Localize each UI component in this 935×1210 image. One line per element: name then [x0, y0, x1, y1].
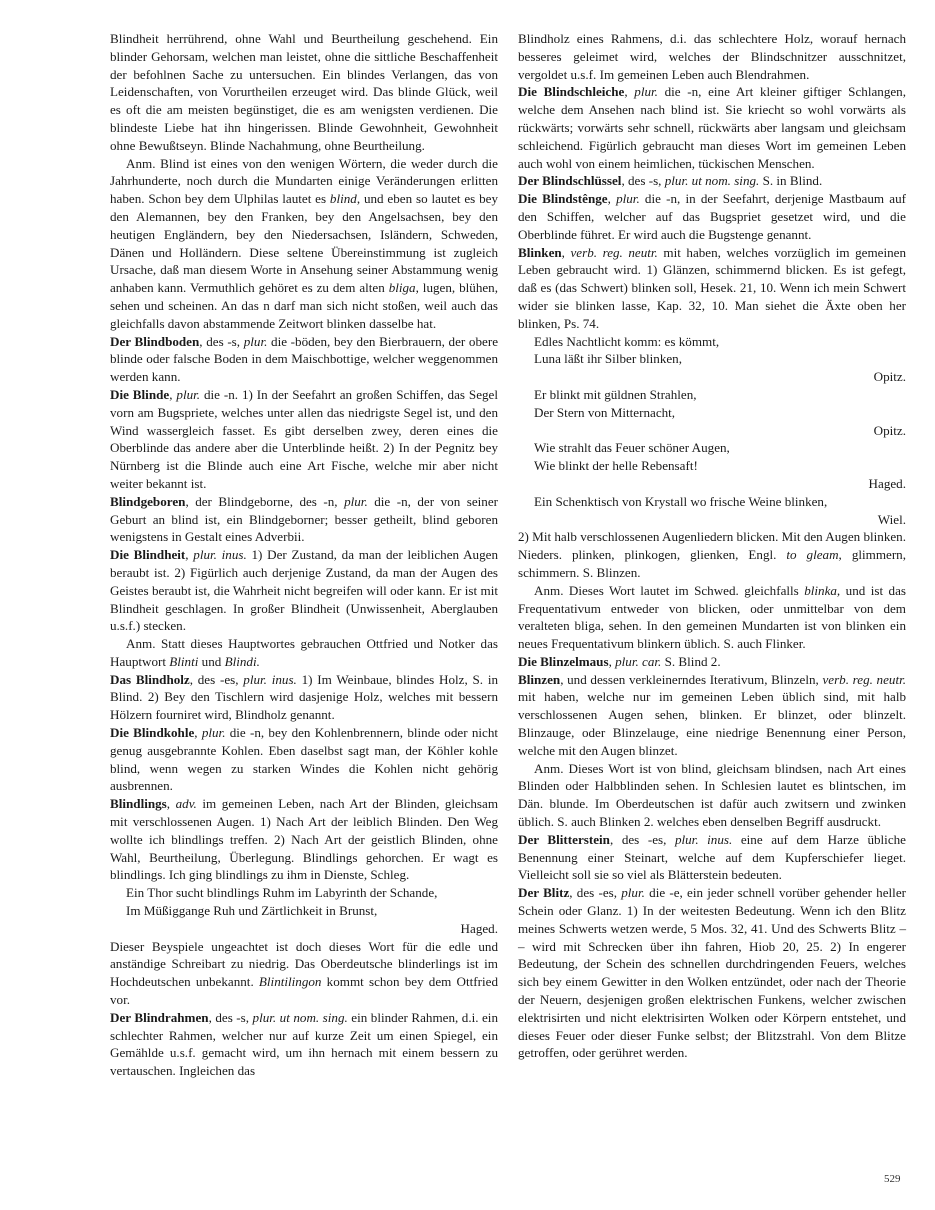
entry-blindheit: Die Blindheit, plur. inus. 1) Der Zustand, da man der leiblichen Augen beraubt ist. 2) Figürlich auch derjenige Zustand, da man der Augen des Geistes beraubt ist, die Wahrheit nicht begreifen will oder kann. Er ist mit Blindheit geschlagen. In großer Blindheit (Unwissenheit, Aberglauben u.s.f.) stecken. — [110, 547, 498, 634]
headword: Blinzen — [518, 671, 561, 687]
verse-source: Opitz. — [873, 422, 906, 438]
headword: Der Blitterstein — [518, 831, 610, 847]
verse-source: Wiel. — [877, 511, 906, 527]
headword: Blindgeboren — [110, 493, 186, 509]
verse-line: Im Müßiggange Ruh und Zärtlichkeit in Brunst, — [126, 903, 378, 919]
entry-blinken-continued: 2) Mit halb verschlossenen Augenliedern blicken. Mit den Augen blinken. Nieders. plinken, plinkogen, glienken, Engl. to gleam, glimmern, schimmern. S. Blinzen. — [518, 529, 907, 580]
entry-blinken: Blinken, verb. reg. neutr. mit haben, welches vorzüglich im gemeinen Leben gebraucht wird. 1) Glänzen, schimmernd blicken. Es ist gefegt, daß es (das Schwert) blinken soll, Hesek. 21, 10. Wenn ich mein Schwert wider sie blinken lasse, Kap. 32, 10. Man siehet die Äxte oben her blinken, Ps. 74. — [518, 244, 907, 331]
headword: Der Blindboden — [110, 333, 200, 349]
entry-blindlings: Blindlings, adv. im gemeinen Leben, nach Art der Blinden, gleichsam mit verschlossenen Augen. 1) Nach Art der leiblich Blinden. Den Weg wollte ich blindlings treffen. 2) Nach Art der geistlich Blinden, ohne Wahl, Beurtheilung, Überlegung. Blindlings gehorchen. Er wagt es blindlings. Ich ging blindlings zu ihm in Dienste, Schleg. — [110, 796, 499, 883]
entry-blindlings-continued: Dieser Beyspiele ungeachtet ist doch dieses Wort für die edle und anständige Schreibart zu niedrig. Das Oberdeutsche blinderlings ist im Hochdeutschen unbekannt. Blintilingon kommt schon bey dem Ottfried vor. — [110, 938, 498, 1008]
note-blind: Anm. Blind ist eines von den wenigen Wörtern, die weder durch die Jahrhunderte, noch durch die Mundarten einige Veränderungen erlitten haben. Schon bey dem Ulphilas lautet es blind, und eben so lautet es bey den Alemannen, bey den Franken, bey den Angelsachsen, bey den heutigen Engländern, bey den Niedersachsen, Isländern, Schweden, Dänen und Holländern. Diese seltene Übereinstimmung ist zugleich Ursache, daß man diesem Worte in Ansehung seiner Abstammung wenig anhaben kann. Vermuthlich gehöret es zu dem alten bliga, lugen, blühen, sehen und scheinen. An das n darf man sich nicht stoßen, weil auch das gleichfalls davon abstammende Zeitwort blinken dasselbe hat. — [110, 155, 499, 331]
verse-source: Haged. — [868, 475, 906, 491]
entry-blindschluessel: Der Blindschlüssel, des -s, plur. ut nom. sing. S. in Blind. — [518, 173, 823, 189]
headword: Das Blindholz — [110, 671, 190, 687]
verse-line: Edles Nachtlicht komm: es kömmt, — [534, 333, 720, 349]
entry-blindkohle: Die Blindkohle, plur. die -n, bey den Kohlenbrennern, blinde oder nicht genug ausgebrannte Kohlen. Eben daselbst sagt man, der Köhler kohle blind, wenn wegen zu starken Windes die Kohlen nicht gehörig ausbrennen. — [110, 725, 498, 794]
verse-line: Wie blinkt der helle Rebensaft! — [534, 458, 698, 474]
entry-blitterstein: Der Blitterstein, des -es, plur. inus. eine auf dem Harze übliche Benennung einer Steinart, welche auf dem Kupferschiefer lieget. Vielleicht soll sie so viel als Blätterstein bedeuten. — [518, 831, 906, 883]
page-number: 529 — [884, 1173, 901, 1185]
entry-blindstenge: Die Blindstênge, plur. die -n, in der Seefahrt, derjenige Mastbaum auf den Schiffen, welcher auf das Bugspriet gesetzet wird, und die Oberblinde führet. Er wird auch die Bugstenge genannt. — [518, 191, 907, 242]
entry-blindholz: Das Blindholz, des -es, plur. inus. 1) Im Weinbaue, blindes Holz, S. in Blind. 2) Bey den Tischlern wird dasjenige Holz, welches mit bessern Hölzern fourniret wird, Blindholz genannt. — [110, 671, 498, 723]
verse-line: Ein Thor sucht blindlings Ruhm im Labyrinth der Schande, — [126, 885, 438, 901]
entry-blindboden: Der Blindboden, des -s, plur. die -böden, bey den Bierbrauern, der obere blinde oder falsche Boden in dem Maischbottige, welcher weggenommen werden kann. — [110, 333, 499, 385]
headword: Die Blindstênge — [518, 191, 608, 207]
left-column — [110, 30, 498, 1080]
entry-blinzen: Blinzen, und dessen verkleinerndes Iterativum, Blinzeln, verb. reg. neutr. mit haben, welche nur im gemeinen Leben üblich sind, mit halb verschlossenen Augen sehen, blinken. Er blinzet, oder blinzelt. Blinzauge, oder Blinzelauge, eine niedrige Benennung einer Person, welche mit den Augen blinzet. — [518, 671, 906, 758]
verse-line: Wie strahlt das Feuer schöner Augen, — [534, 440, 730, 456]
headword: Die Blindheit — [110, 547, 186, 563]
headword: Blindlings — [110, 796, 167, 812]
entry-blindrahmen: Der Blindrahmen, des -s, plur. ut nom. sing. ein blinder Rahmen, d.i. ein schlechter Rahmen, welcher nur auf kurze Zeit um einen Spiegel, ein Gemählde u.s.f. gemacht wird, um ihn hernach mit einem bessern zu vertauschen. Ingleichen das — [110, 1009, 498, 1079]
entry-blinzelmaus: Die Blinzelmaus, plur. car. S. Blind 2. — [518, 653, 721, 669]
headword: Blinken — [518, 244, 562, 260]
headword: Die Blinzelmaus — [518, 653, 609, 669]
verse-line: Ein Schenktisch von Krystall wo frische Weine blinken, — [534, 493, 828, 509]
verse-line: Luna läßt ihr Silber blinken, — [534, 351, 683, 367]
headword: Der Blitz — [518, 885, 570, 901]
note-blinzen: Anm. Dieses Wort ist von blind, gleichsam blindsen, nach Art eines Blinden oder Halbblinden sehen. In Schlesien lautet es blintschen, im Dän. blunde. Im Oberdeutschen ist dafür auch zwitsern und zwinken üblich. S. auch Blinken 2. welches eben denselben Begriff ausdruckt. — [518, 760, 906, 830]
entry-blindschleiche: Die Blindschleiche, plur. die -n, eine Art kleiner giftiger Schlangen, welche dem Ansehen nach blind ist. Sie kriecht so wohl vorwärts als rückwärts; vorwärts sehr schnell, rückwärts aber langsam und gleichsam schleichend. Figürlich gebraucht man dieses Wort im gemeinen Leben auch wohl von einem heimlichen, tückischen Menschen. — [518, 84, 906, 171]
verse-source: Haged. — [460, 920, 498, 936]
paragraph-blind-continuation: Blindheit herrührend, ohne Wahl und Beurtheilung geschehend. Ein blinder Gehorsam, welchen man leistet, ohne die sittliche Beschaffenheit der befohlnen Sache zu untersuchen. Ein blindes Verlangen, das von Leidenschaften, von Vorurtheilen erzeuget wird. Das blinde Glück, weil es oft die am meisten begünstiget, die es am wenigsten verdienen. Die blindeste Liebe hat ihn hingerissen. Blinde Gewohnheit, Gewohnheit ohne Bewußtseyn. Blinde Nachahmung, ohne Beurtheilung. — [110, 31, 498, 153]
headword: Der Blindrahmen — [110, 1009, 209, 1025]
verse-line: Der Stern von Mitternacht, — [534, 404, 676, 420]
entry-blinde: Die Blinde, plur. die -n. 1) In der Seefahrt an großen Schiffen, das Segel vorn am Bugspriete, welches unter allen das niedrigste Segel ist, und den Wind wassergleich fasset. Es gibt derselben zwey, deren eines die Oberblinde das andere aber die Unterblinde heißt. 2) In der Pegnitz bey Nürnberg ist die Blinde auch eine Art Fische, welche mir aber nicht weiter bekannt ist. — [110, 386, 498, 491]
note-blindheit: Anm. Statt dieses Hauptwortes gebrauchen Ottfried und Notker das Hauptwort Blinti und Blindi. — [110, 636, 498, 669]
headword: Die Blindkohle — [110, 725, 195, 741]
entry-blindgeboren: Blindgeboren, der Blindgeborne, des -n, plur. die -n, der von seiner Geburt an blind ist, ein Blindgeborner; besser getheilt, blind geboren wenigstens in Gestalt eines Adverbii. — [110, 493, 498, 545]
right-column — [518, 30, 906, 1062]
verse-line: Er blinkt mit güldnen Strahlen, — [534, 386, 697, 402]
headword: Die Blindschleiche — [518, 84, 625, 100]
headword: Der Blindschlüssel — [518, 173, 622, 189]
headword: Die Blinde — [110, 386, 170, 402]
note-blinken: Anm. Dieses Wort lautet im Schwed. gleichfalls blinka, und ist das Frequentativum entweder von blicken, oder unmittelbar von dem veralteten bliga, sehen. In den gemeinen Mundarten ist von blinken ein neues Frequentativum blinkern üblich. S. auch Flinker. — [518, 582, 906, 652]
verse-source: Opitz. — [873, 369, 906, 385]
entry-blitz: Der Blitz, des -es, plur. die -e, ein jeder schnell vorüber gehender heller Schein oder Glanz. 1) In der weitesten Bedeutung. Wenn ich den Blitz meines Schwerts wetzen werde, 5 Mos. 32, 41. Und des Schwerts Blitz – – wird mit Schrecken über ihn fahren, Hiob 20, 25. 2) In engerer Bedeutung, der Schein des schnellen durchdringenden Feuers, welches sich bey einem Gewitter in den Wolken entzündet, oder nach der Theorie der Neuern, desjenigen großen elektrischen Funkens, welcher zwischen elektrisirten und nicht elektrisirten Wolken oder Körpern entstehet, und dieses Feuer oder dieser Funke selbst; der Blitzstrahl. Von dem Blitze getroffen, oder gerühret werden. — [518, 885, 906, 1061]
entry-blindrahmen-continued: Blindholz eines Rahmens, d.i. das schlechtere Holz, worauf hernach besseres geleimet wird, welches der Blindschnitzer ausschnitzet, vergoldet u.s.f. Im gemeinen Leben auch Blendrahmen. — [518, 31, 906, 82]
